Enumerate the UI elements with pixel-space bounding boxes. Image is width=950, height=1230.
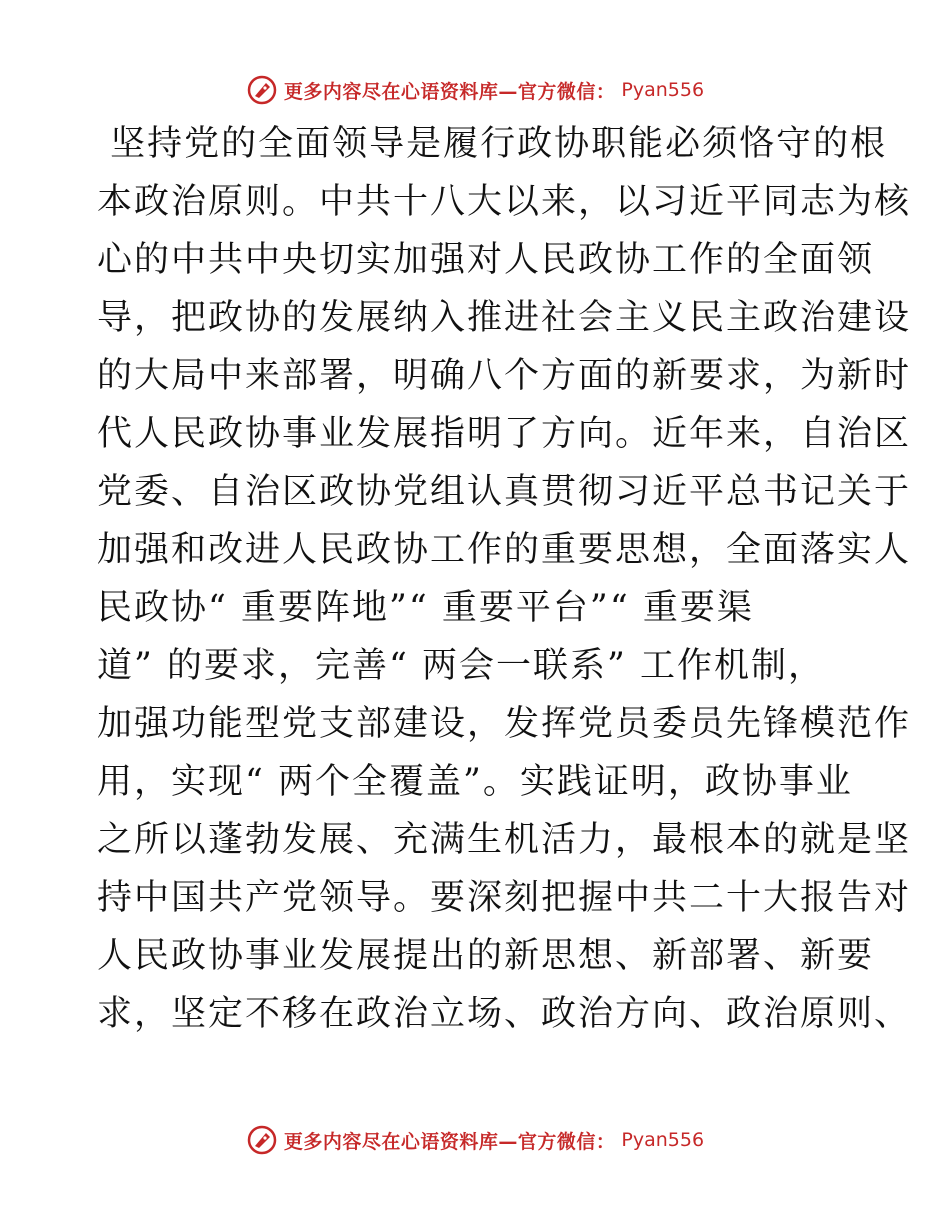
footer-contact-id: Pyan556 — [621, 1129, 705, 1151]
text-line: 导，把政协的发展纳入推进社会主义民主政治建设 — [97, 298, 912, 338]
text-line: 求，坚定不移在政治立场、政治方向、政治原则、 — [97, 994, 912, 1034]
text-line: 之所以蓬勃发展、充满生机活力，最根本的就是坚 — [97, 820, 912, 860]
pen-nib-icon — [246, 1124, 278, 1156]
footer-banner — [0, 1120, 950, 1160]
text-line: 持中国共产党领导。要深刻把握中共二十大报告对 — [97, 878, 912, 918]
text-line: 加强和改进人民政协工作的重要思想，全面落实人 — [97, 530, 912, 570]
text-line: 用，实现“ 两个全覆盖”。实践证明，政协事业 — [97, 762, 853, 802]
text-line: 代人民政协事业发展指明了方向。近年来，自治区 — [97, 414, 912, 454]
text-line: 坚持党的全面领导是履行政协职能必须恪守的根 — [97, 124, 888, 164]
text-line: 加强功能型党支部建设，发挥党员委员先锋模范作 — [97, 704, 912, 744]
header-banner — [0, 70, 950, 110]
text-line: 本政治原则。中共十八大以来，以习近平同志为核 — [97, 182, 912, 222]
footer-promo-text: 更多内容尽在心语资料库—官方微信： — [283, 1130, 616, 1153]
text-line: 的大局中来部署，明确八个方面的新要求，为新时 — [97, 356, 912, 396]
pen-nib-icon — [246, 74, 278, 106]
header-contact-id: Pyan556 — [621, 79, 705, 101]
text-line: 人民政协事业发展提出的新思想、新部署、新要 — [97, 936, 875, 976]
header-promo-text: 更多内容尽在心语资料库—官方微信： — [283, 80, 616, 103]
text-line: 道” 的要求，完善“ 两会一联系” 工作机制， — [97, 646, 826, 686]
text-line: 心的中共中央切实加强对人民政协工作的全面领 — [97, 240, 875, 280]
text-line: 民政协“ 重要阵地”“ 重要平台”“ 重要渠 — [97, 588, 754, 628]
text-line: 党委、自治区政协党组认真贯彻习近平总书记关于 — [97, 472, 912, 512]
